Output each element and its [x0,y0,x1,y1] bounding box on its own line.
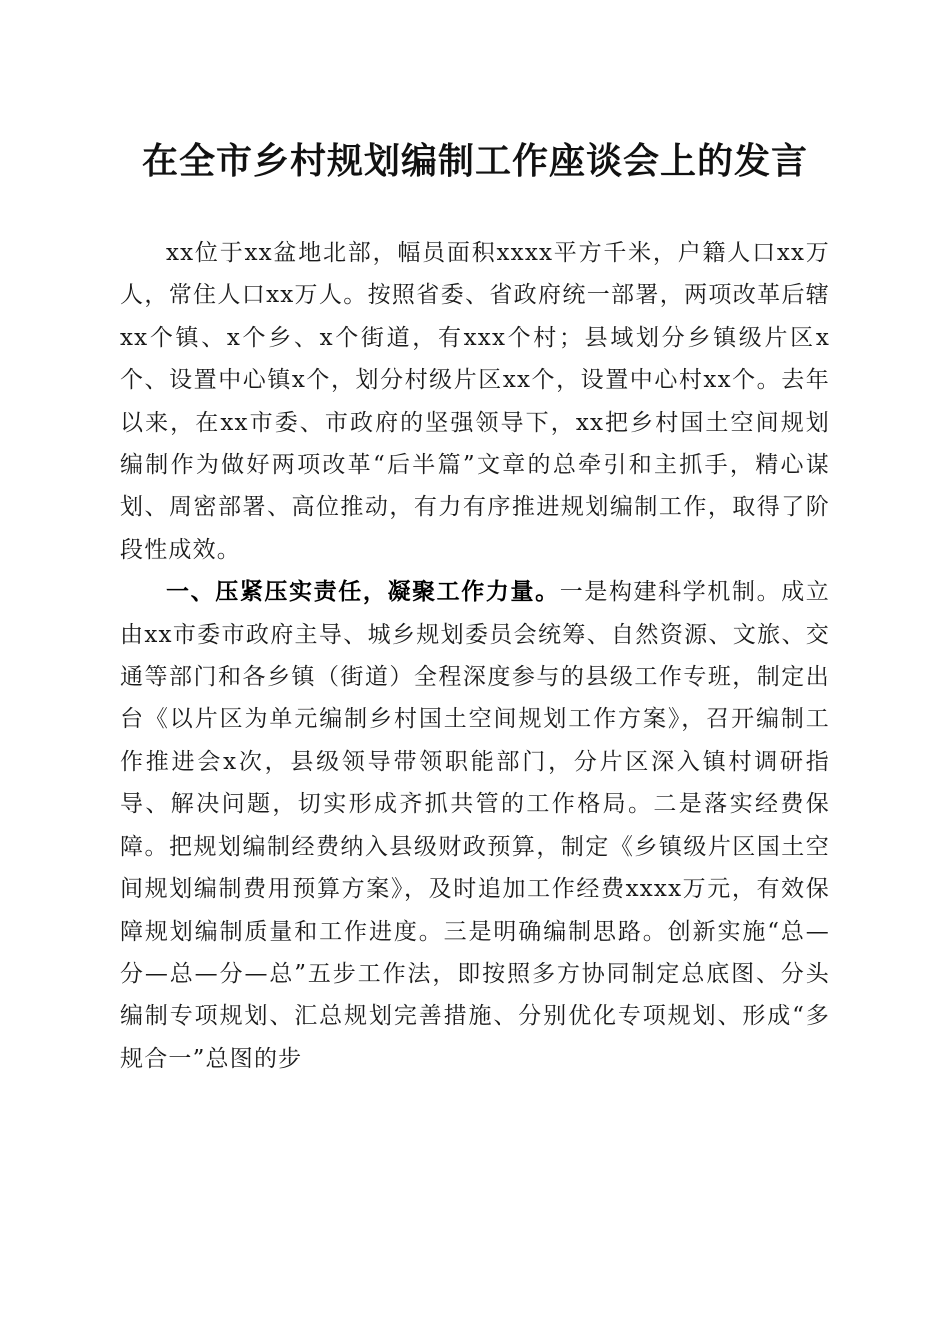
document-body [120,232,830,1080]
document-title: 在全市乡村规划编制工作座谈会上的发言 [141,140,808,182]
intro-paragraph: xx位于xx盆地北部，幅员面积xxxx平方千米，户籍人口xx万人，常住人口xx万人。按照省委、省政府统一部署，两项改革后辖xx个镇、x个乡、x个街道，有xxx个村；县域划分乡镇级片区x个、设置中心镇x个，划分村级片区xx个，设置中心村xx个。去年以来，在xx市委、市政府的坚强领导下，xx把乡村国土空间规划编制作为做好两项改革“后半篇”文章的总牵引和主抓手，精心谋划、周密部署、高位推动，有力有序推进规划编制工作，取得了阶段性成效。 [120,240,830,563]
section-one-body: 一是构建科学机制。成立由xx市委市政府主导、城乡规划委员会统筹、自然资源、文旅、交通等部门和各乡镇（街道）全程深度参与的县级工作专班，制定出台《以片区为单元编制乡村国土空间规划工作方案》，召开编制工作推进会x次，县级领导带领职能部门，分片区深入镇村调研指导、解决问题，切实形成齐抓共管的工作格局。二是落实经费保障。把规划编制经费纳入县级财政预算，制定《乡镇级片区国土空间规划编制费用预算方案》，及时追加工作经费xxxx万元，有效保障规划编制质量和工作进度。三是明确编制思路。创新实施“总—分—总—分—总”五步工作法，即按照多方协同制定总底图、分头编制专项规划、汇总规划完善措施、分别优化专项规划、形成“多规合一”总图的步 [120,579,831,1072]
section-one-heading: 一、压紧压实责任，凝聚工作力量。 [166,578,560,606]
section-one-paragraph [120,571,830,1080]
